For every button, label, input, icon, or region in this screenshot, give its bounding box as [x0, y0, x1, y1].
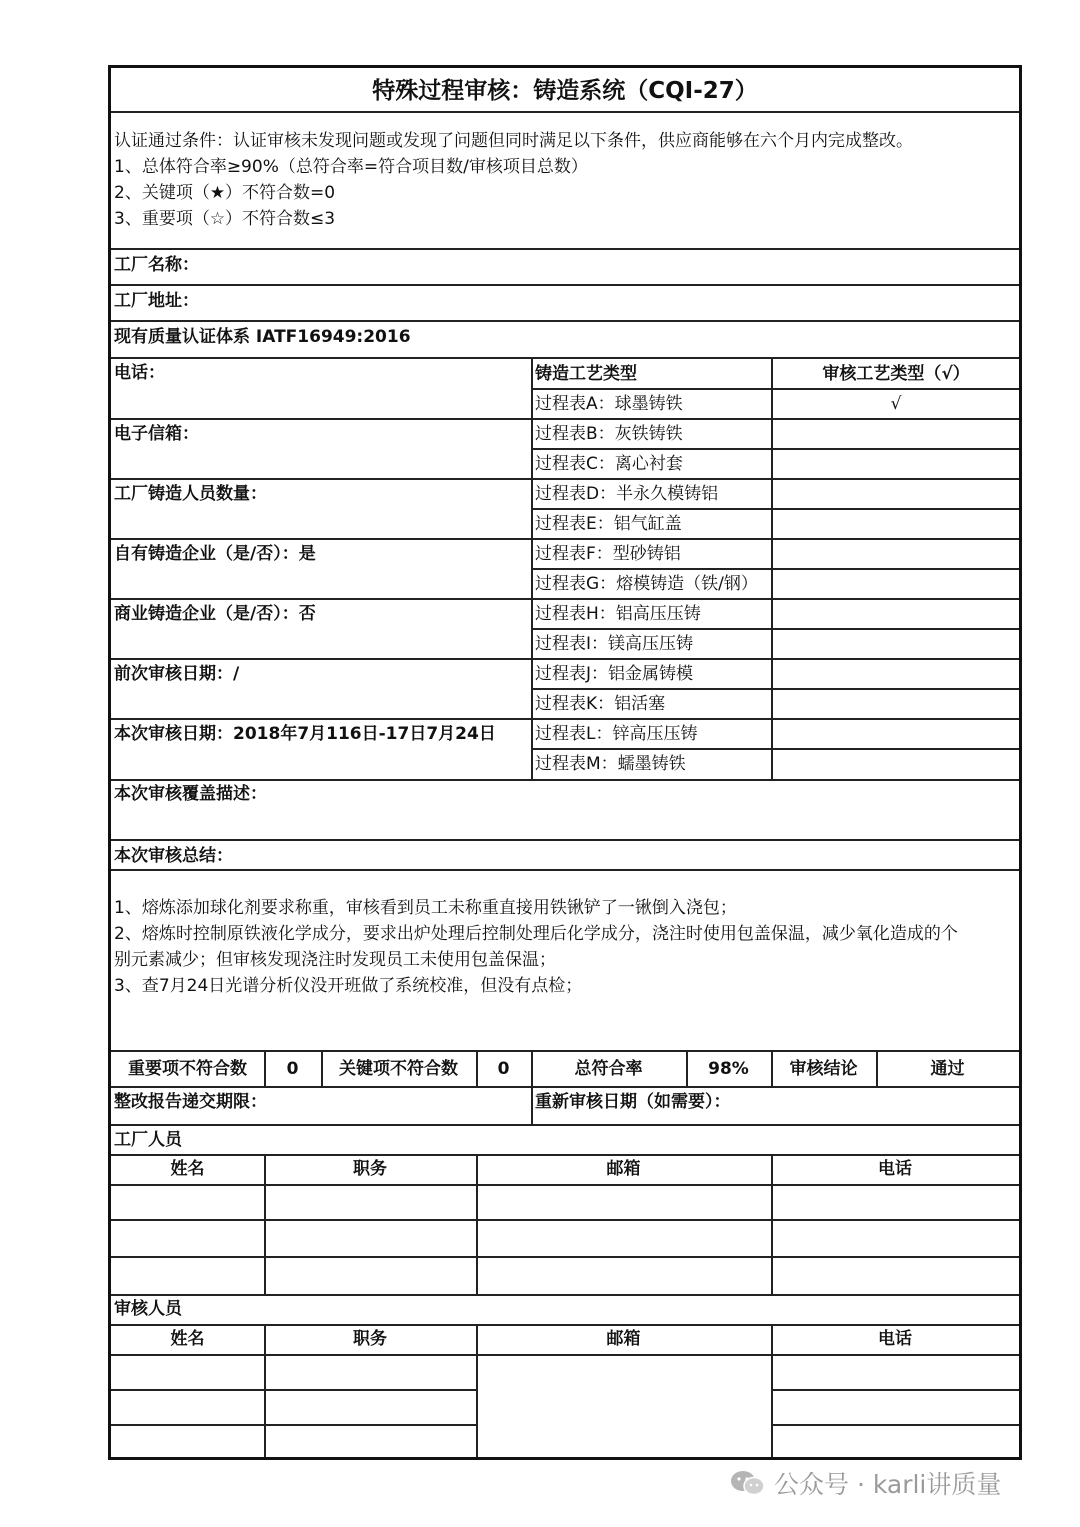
process-check-mark[interactable]: √ — [890, 394, 902, 414]
reaudit-date-label: 重新审核日期（如需要）： — [535, 1092, 731, 1112]
conditions-intro: 认证通过条件：认证审核未发现问题或发现了问题但同时满足以下条件，供应商能够在六个月内完成整改。 — [114, 131, 913, 151]
coverage-label: 本次审核覆盖描述： — [114, 784, 267, 804]
previous-audit-date-label: 前次审核日期：/ — [114, 664, 240, 684]
condition-item: 3、重要项（☆）不符合数≤3 — [114, 209, 336, 229]
summary-line: 2、熔炼时控制原铁液化学成分，要求出炉处理后控制处理后化学成分，浇注时使用包盖保温，减少氧化造成的个 — [114, 924, 958, 944]
summary-line: 3、查7月24日光谱分析仪没开班做了系统校准，但没有点检； — [114, 976, 583, 996]
audit-form — [108, 65, 1022, 1460]
process-row: 过程表L：锌高压压铸 — [535, 724, 698, 744]
factory-address-label: 工厂地址： — [114, 291, 199, 311]
major-nonconformity-value: 0 — [286, 1059, 299, 1079]
process-row: 过程表A：球墨铸铁 — [535, 394, 683, 414]
audit-staff-header-phone: 电话 — [878, 1329, 912, 1349]
qms-label: 现有质量认证体系 IATF16949:2016 — [114, 327, 411, 347]
watermark — [730, 1463, 1001, 1503]
wechat-icon — [730, 1469, 766, 1497]
factory-staff-header-name: 姓名 — [170, 1159, 205, 1179]
key-nonconformity-value: 0 — [497, 1059, 510, 1079]
conclusion-label: 审核结论 — [789, 1059, 858, 1079]
process-type-header: 铸造工艺类型 — [535, 364, 637, 384]
process-row: 过程表D：半永久模铸铝 — [535, 484, 719, 504]
email-label: 电子信箱： — [114, 424, 199, 444]
factory-name-label: 工厂名称： — [114, 255, 199, 275]
process-row: 过程表B：灰铁铸铁 — [535, 424, 683, 444]
audit-staff-label: 审核人员 — [114, 1299, 182, 1319]
casting-staff-count-label: 工厂铸造人员数量： — [114, 484, 267, 504]
summary-line: 1、熔炼添加球化剂要求称重，审核看到员工未称重直接用铁锹铲了一锹倒入浇包； — [114, 898, 737, 918]
audit-process-header: 审核工艺类型（√） — [822, 364, 970, 384]
phone-label: 电话： — [114, 363, 165, 383]
key-nonconformity-label: 关键项不符合数 — [339, 1059, 458, 1079]
process-row: 过程表G：熔模铸造（铁/钢） — [535, 574, 758, 594]
process-row: 过程表I：镁高压压铸 — [535, 634, 694, 654]
process-row: 过程表M：蠕墨铸铁 — [535, 754, 686, 774]
audit-staff-header-title: 职务 — [353, 1329, 387, 1349]
form-title: 特殊过程审核：铸造系统（CQI-27） — [372, 78, 758, 104]
summary-label: 本次审核总结： — [114, 846, 233, 866]
process-row: 过程表H：铝高压压铸 — [535, 604, 701, 624]
process-row: 过程表C：离心衬套 — [535, 454, 683, 474]
current-audit-date-label: 本次审核日期：2018年7月116日-17日7月24日 — [114, 724, 496, 744]
process-row: 过程表K：铝活塞 — [535, 694, 666, 714]
process-row: 过程表J：铝金属铸模 — [535, 664, 694, 684]
watermark-text: 公众号 · karli讲质量 — [774, 1470, 1002, 1499]
commercial-foundry-label: 商业铸造企业（是/否）：否 — [114, 604, 316, 624]
total-rate-label: 总符合率 — [574, 1059, 643, 1079]
summary-line: 别元素减少；但审核发现浇注时发现员工未使用包盖保温； — [114, 950, 556, 970]
total-rate-value: 98% — [708, 1059, 749, 1079]
captive-foundry-label: 自有铸造企业（是/否）：是 — [114, 544, 316, 564]
factory-staff-label: 工厂人员 — [114, 1130, 182, 1150]
rectification-deadline-label: 整改报告递交期限： — [114, 1092, 267, 1112]
major-nonconformity-label: 重要项不符合数 — [128, 1059, 247, 1079]
conclusion-value: 通过 — [930, 1059, 965, 1079]
process-row: 过程表F：型砂铸铝 — [535, 544, 681, 564]
factory-staff-header-title: 职务 — [353, 1159, 387, 1179]
audit-staff-header-name: 姓名 — [170, 1329, 205, 1349]
audit-staff-header-email: 邮箱 — [606, 1329, 641, 1349]
condition-item: 1、总体符合率≥90%（总符合率=符合项目数/审核项目总数） — [114, 157, 588, 177]
process-row: 过程表E：铝气缸盖 — [535, 514, 682, 534]
factory-staff-header-email: 邮箱 — [606, 1159, 641, 1179]
factory-staff-header-phone: 电话 — [878, 1159, 912, 1179]
condition-item: 2、关键项（★）不符合数=0 — [114, 183, 336, 203]
